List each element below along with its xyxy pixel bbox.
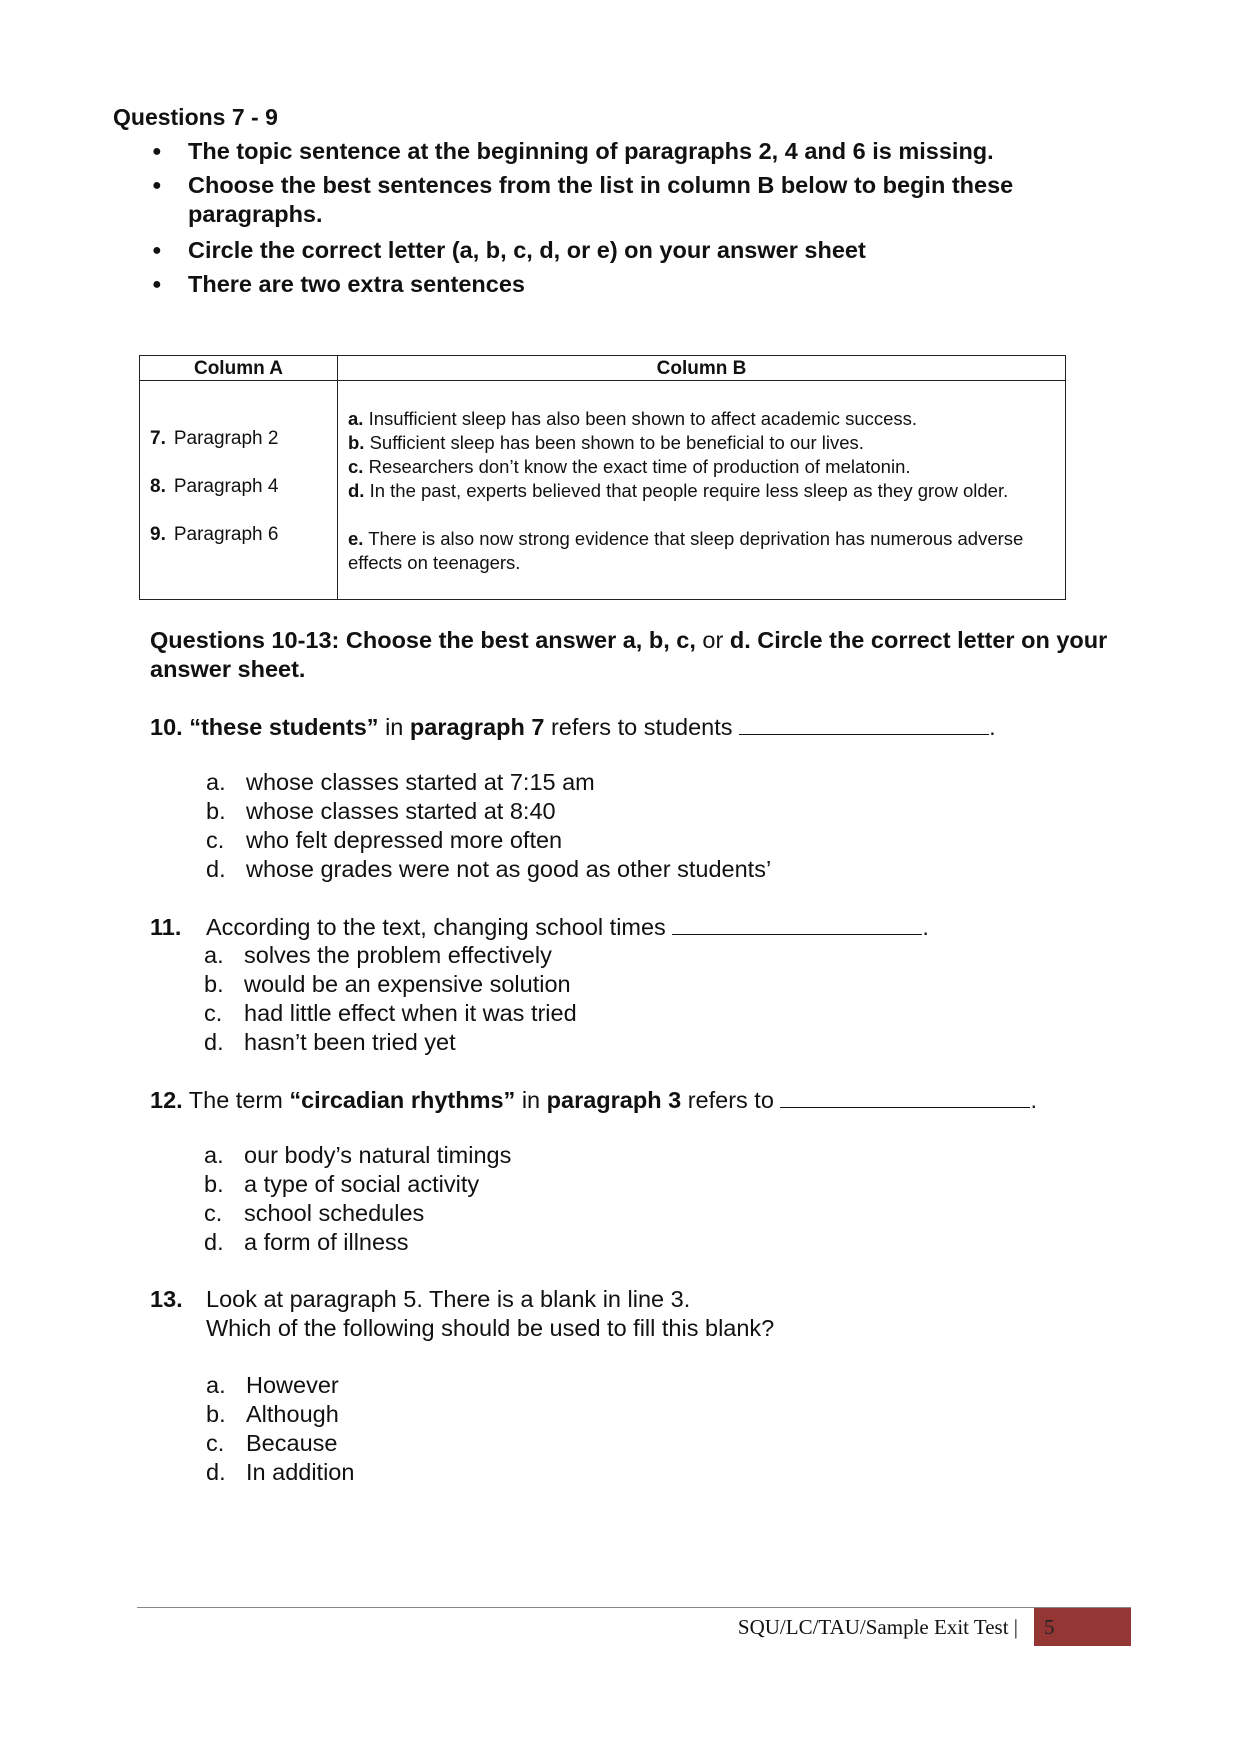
- item-number: 8.: [150, 476, 166, 497]
- question-number: 13.: [150, 1286, 183, 1312]
- option-letter: a.: [348, 408, 364, 429]
- option-text: However: [246, 1372, 339, 1398]
- option-letter: d.: [206, 1459, 226, 1485]
- question-11: 11. According to the text, changing school times .: [150, 914, 929, 940]
- option-letter: e.: [348, 528, 364, 549]
- option-text: Sufficient sleep has been shown to be beneficial to our lives.: [369, 432, 864, 453]
- item-number: 9.: [150, 524, 166, 545]
- answer-option: [204, 970, 571, 999]
- answer-option: [204, 1228, 409, 1257]
- paragraph-ref: paragraph 7: [409, 714, 545, 740]
- item-label: Paragraph 2: [173, 428, 279, 449]
- heading-text-part2: d. Circle the correct letter on your answer sheet.: [150, 627, 1108, 682]
- option-letter: d.: [204, 1229, 224, 1255]
- option-text: In the past, experts believed that people require less sleep as they grow older.: [369, 480, 1009, 501]
- heading-text-part1: Questions 10-13: Choose the best answer a, b, c,: [150, 627, 696, 653]
- option-letter: b.: [206, 1401, 226, 1427]
- question-text: refers to students: [550, 714, 733, 740]
- option-letter: a.: [204, 1142, 224, 1168]
- option-text: whose grades were not as good as other students’: [246, 856, 772, 882]
- column-a-header: Column A: [193, 358, 283, 379]
- option-text: a form of illness: [244, 1229, 409, 1255]
- option-letter: d.: [348, 480, 365, 501]
- option-text: school schedules: [244, 1200, 425, 1226]
- option-letter: c.: [348, 456, 364, 477]
- answer-option: [206, 797, 556, 826]
- item-label: Paragraph 4: [173, 476, 279, 497]
- option-letter: d.: [206, 856, 226, 882]
- answer-option: [204, 1141, 511, 1170]
- question-text: refers to: [687, 1087, 774, 1113]
- question-text: The term: [188, 1087, 283, 1113]
- answer-option: [206, 1429, 337, 1458]
- option-letter: b.: [348, 432, 365, 453]
- answer-option: [204, 1028, 456, 1057]
- option-text: had little effect when it was tried: [244, 1000, 577, 1026]
- answer-blank: [739, 712, 989, 735]
- heading-or: or: [702, 627, 724, 653]
- answer-blank: [780, 1085, 1030, 1108]
- table-divider: [337, 356, 338, 599]
- sentence-option: [348, 407, 1048, 431]
- question-number: 11.: [150, 914, 182, 940]
- question-12: 12. The term “circadian rhythms” in paragraph 3 refers to .: [150, 1087, 1037, 1113]
- option-text: a type of social activity: [244, 1171, 480, 1197]
- answer-option: [206, 1400, 339, 1429]
- option-text: In addition: [246, 1459, 355, 1485]
- paragraph-item: [150, 524, 278, 546]
- answer-option: [204, 941, 552, 970]
- option-text: our body’s natural timings: [244, 1142, 512, 1168]
- table-header-rule: [140, 380, 1065, 381]
- instruction-bullet-2: ● Choose the best sentences from the list in column B below to begin these paragraphs.: [188, 171, 1088, 229]
- instruction-bullet-4: ● There are two extra sentences: [188, 270, 1088, 299]
- sentence-option: [348, 455, 1048, 479]
- quoted-term: “circadian rhythms”: [289, 1087, 516, 1113]
- page-number-box: [1034, 1608, 1131, 1646]
- answer-option: [206, 855, 771, 884]
- footer-text: SQU/LC/TAU/Sample Exit Test |: [737, 1615, 1018, 1639]
- question-text: in: [385, 714, 404, 740]
- option-text: Researchers don’t know the exact time of production of melatonin.: [368, 456, 911, 477]
- option-letter: c.: [204, 1000, 223, 1026]
- option-text: would be an expensive solution: [244, 971, 571, 997]
- footer-rule: [137, 1607, 1131, 1608]
- instruction-bullet-1: ● The topic sentence at the beginning of paragraphs 2, 4 and 6 is missing.: [188, 137, 1088, 166]
- option-text: Because: [246, 1430, 338, 1456]
- option-text: There is also now strong evidence that sleep deprivation has numerous adverse effects on teenagers.: [348, 528, 1024, 573]
- option-letter: c.: [206, 1430, 225, 1456]
- item-number: 7.: [150, 428, 166, 449]
- sentence-option: [348, 431, 1048, 455]
- quoted-term: “these students”: [189, 714, 379, 740]
- option-text: hasn’t been tried yet: [244, 1029, 456, 1055]
- section-heading-q10-13: [150, 626, 1110, 684]
- sentence-option: [348, 479, 1048, 503]
- answer-option: [206, 826, 562, 855]
- option-letter: a.: [206, 1372, 226, 1398]
- paragraph-item: [150, 428, 278, 450]
- paragraph-item: [150, 476, 278, 498]
- option-text: whose classes started at 7:15 am: [246, 769, 595, 795]
- paragraph-ref: paragraph 3: [546, 1087, 682, 1113]
- sentence-option: [348, 527, 1048, 575]
- item-label: Paragraph 6: [173, 524, 279, 545]
- question-10: 10. “these students” in paragraph 7 refers to students .: [150, 714, 996, 740]
- option-letter: c.: [206, 827, 225, 853]
- section-heading-q7-9: Questions 7 - 9: [113, 104, 278, 130]
- option-text: solves the problem effectively: [244, 942, 552, 968]
- question-13: [150, 1285, 690, 1314]
- answer-option: [206, 768, 595, 797]
- option-letter: b.: [206, 798, 226, 824]
- question-text: Look at paragraph 5. There is a blank in line 3.: [206, 1286, 691, 1312]
- answer-blank: [672, 912, 922, 935]
- question-13-line-2: Which of the following should be used to fill this blank?: [206, 1315, 775, 1341]
- option-letter: a.: [204, 942, 224, 968]
- question-text: in: [521, 1087, 541, 1113]
- question-number: 10.: [150, 714, 183, 740]
- column-b-header: Column B: [656, 358, 747, 379]
- option-text: Although: [246, 1401, 339, 1427]
- option-letter: b.: [204, 1171, 224, 1197]
- answer-option: [206, 1458, 354, 1487]
- option-letter: d.: [204, 1029, 224, 1055]
- option-text: Insufficient sleep has also been shown to affect academic success.: [368, 408, 918, 429]
- question-number: 12.: [150, 1087, 183, 1113]
- option-letter: c.: [204, 1200, 223, 1226]
- page-number: 5: [1044, 1615, 1055, 1639]
- option-text: who felt depressed more often: [246, 827, 563, 853]
- instruction-bullet-3: ● Circle the correct letter (a, b, c, d, or e) on your answer sheet: [188, 236, 1088, 265]
- answer-option: [204, 999, 577, 1028]
- option-text: whose classes started at 8:40: [246, 798, 556, 824]
- answer-option: [204, 1199, 424, 1228]
- question-text: According to the text, changing school times: [206, 914, 666, 940]
- matching-table: [139, 355, 1066, 600]
- option-letter: b.: [204, 971, 224, 997]
- answer-option: [206, 1371, 339, 1400]
- answer-option: [204, 1170, 479, 1199]
- option-letter: a.: [206, 769, 226, 795]
